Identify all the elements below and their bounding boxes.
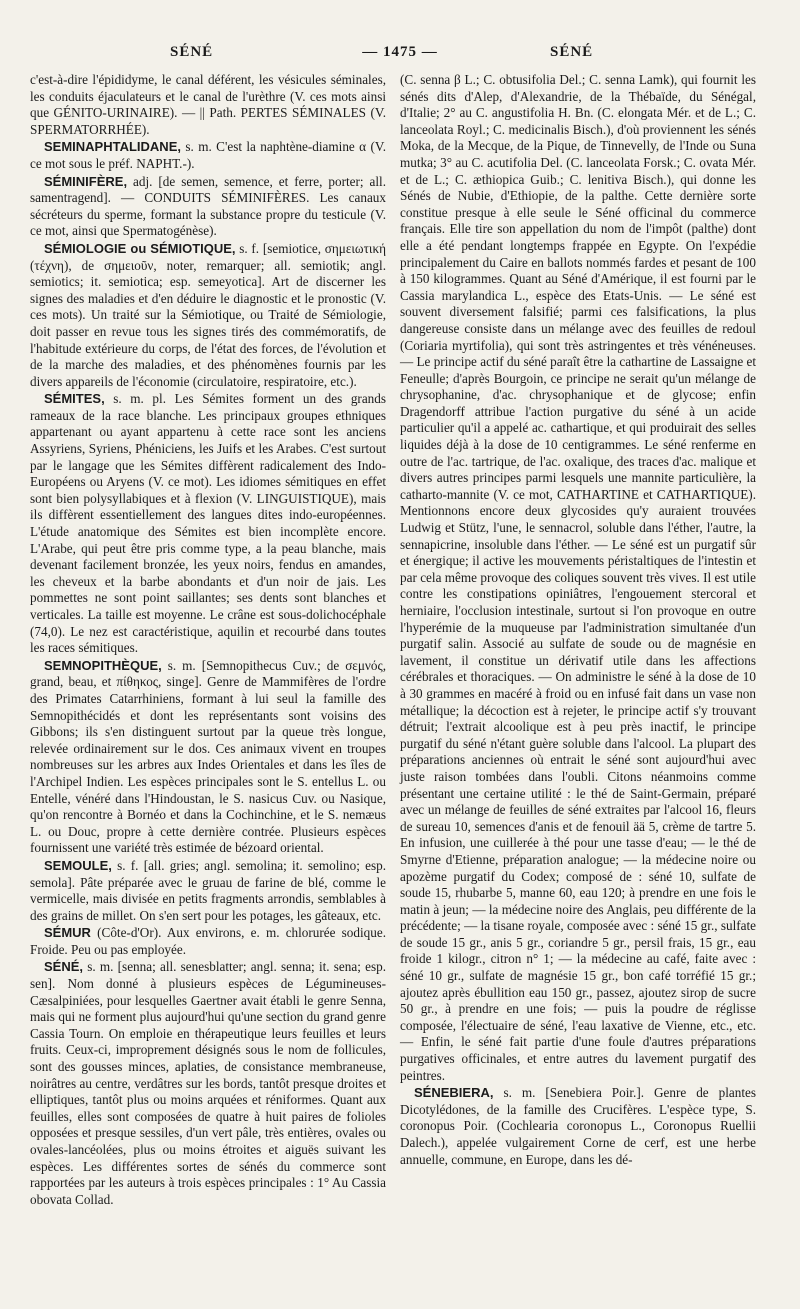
- entry-text: adj. [de semen, semence, et ferre, porter; all. samentragend]. — CONDUITS SÉMINIFÈRES. Les canaux sécréteurs du sperme, formant la substance propre du testicule (V. ce mot, ainsi que Spermatogénèse).: [30, 173, 386, 239]
- entry-seminifere: [30, 174, 386, 240]
- entry-text: s. f. [all. gries; angl. semolina; it. semolino; esp. semola]. Pâte préparée avec le gruau de farine de blé, comme le vermicelle, mais divisée en petits fragments arrondis, semblables à des grains de millet. On s'en sert pour les potages, les gâteaux, etc.: [30, 857, 386, 923]
- left-column: [30, 72, 386, 1209]
- entry-senebiera: [400, 1085, 756, 1168]
- entry-text: s. m. [senna; all. senesblatter; angl. senna; it. sena; esp. sen]. Nom donné à plusieurs espèces de Légumineuses-Cæsalpiniées, pour lesquelles Gaertner avait établi le genre Senna, mais qui ne forment plus aujourd'hui qu'une section du grand genre Cassia Tourn. On emploie en thérapeutique leurs feuilles et leurs fruits. Ceux-ci, improprement désignés sous le nom de follicules, sont des gousses minces, aplaties, de consistance membraneuse, noirâtres au centre, verdâtres sur les bords, tantôt presque droites et elliptiques, tantôt plus ou moins arquées et réniformes. Quant aux feuilles, elles sont composées de quatre à huit paires de folioles opposées et presque sessiles, d'un vert pâle, très entières, ovales ou ovales-lancéolées, plus ou moins étroites et aiguës suivant les espèces. Les différentes sortes de sénés du commerce sont rapportées par les auteurs à trois espèces principales : 1° Au Cassia obovata Collad.: [30, 959, 386, 1207]
- right-running-head: SÉNÉ: [550, 44, 594, 60]
- entry-headword: SÉMINIFÈRE,: [44, 173, 128, 189]
- entry-seminaphtalidane: [30, 139, 386, 172]
- entry-text: c'est-à-dire l'épididyme, le canal déférent, les vésicules séminales, les conduits éjaculateurs et le canal de l'urèthre (V. ces mots ainsi que GÉNITO-URINAIRE). — || Path. PERTES SÉMINALES (V. SPERMATORRHÉE).: [30, 72, 386, 137]
- entry-headword: SEMINAPHTALIDANE,: [44, 139, 181, 155]
- left-running-head: SÉNÉ: [170, 44, 214, 60]
- entry-semoule: [30, 858, 386, 924]
- entry-text: s. m. [Semnopithecus Cuv.; de σεμνός, grand, beau, et πίθηκος, singe]. Genre de Mammifères de l'ordre des Primates Catarrhiniens, formant à lui seul la famille des Semnopithécidés et dont les représentants sont voisins des Gibbons; ils s'en distinguent surtout par la queue très longue, relevée ordinairement sur le dos. Ces animaux vivent en troupes nombreuses sur les arbres aux Indes Orientales et dans les îles de l'Archipel Indien. Les espèces principales sont le S. entellus L. ou Entelle, vénéré dans l'Hindoustan, le S. nasicus Cuv. ou Nasique, qu'on rencontre à Bornéo et dans la Cochinchine, et le S. nemæus L. ou Douc, propre à cette dernière contrée. Plusieurs espèces fournissent une variété très estimée de bézoard oriental.: [30, 657, 386, 856]
- entry-headword: SÉMUR: [44, 925, 91, 941]
- entry-sene-continuation: [400, 72, 756, 1084]
- entry-continuation: [30, 72, 386, 138]
- entry-headword: SÉNEBIERA,: [414, 1085, 494, 1101]
- entry-text: s. m. pl. Les Sémites forment un des grands rameaux de la race blanche. Les principaux groupes ethniques appartenant ou ayant appartenu à cette race sont les anciens Assyriens, Syriens, Phéniciens, les Juifs et les Arabes. C'est surtout par le langage que les Sémites diffèrent radicalement des Indo-Européens ou Aryens (V. ce mot). Les idiomes sémitiques en effet sont bien polysyllabiques et à flexion (V. LINGUISTIQUE), mais ils diffèrent essentiellement des langues dites indo-européennes. L'étude anatomique des Sémites est bien incomplète encore. L'Arabe, qui peut être pris comme type, a la peau blanche, mais devenant facilement bronzée, les yeux noirs, fendus en amandes, les cheveux et la barbe abondants et d'un noir de jais. Les pommettes ne sont point saillantes; ses dents sont blanches et verticales. La taille est moyenne. Le crâne est sous-dolichocéphale (74,0). Le nez est caractéristique, aquilin et recourbé dans toutes les races sémitiques.: [30, 391, 386, 656]
- entry-semites: [30, 391, 386, 657]
- entry-text: s. f. [semiotice, σημειωτική (τέχνη), de σημειοῦν, noter, remarquer; all. semiotik; angl. semiotics; it. semiotica; esp. semeyotica]. Art de discerner les signes des maladies et d'en déduire le diagnostic et le pronostic (V. ces mots). Un traité sur la Sémiotique, ou Traité de Sémiologie, doit passer en revue tous les signes tirés des commémoratifs, de l'habitude extérieure du corps, de l'état des forces, de l'évolution et de la marche des maladies, et des phénomènes fournis par les divers appareils de l'économie (circulatoire, respiratoire, etc.).: [30, 240, 386, 389]
- entry-headword: SEMNOPITHÈQUE,: [44, 657, 162, 673]
- entry-text: (Côte-d'Or). Aux environs, e. m. chlorurée sodique. Froide. Peu ou pas employée.: [30, 925, 386, 957]
- page-number: — 1475 —: [362, 44, 438, 60]
- entry-sene: [30, 959, 386, 1208]
- entry-semiologie: [30, 241, 386, 390]
- entry-headword: SÉMITES,: [44, 391, 105, 407]
- right-column: [400, 72, 756, 1169]
- entry-headword: SEMOULE,: [44, 857, 112, 873]
- running-header: [0, 44, 800, 68]
- entry-semur: [30, 925, 386, 958]
- entry-text: s. m. [Senebiera Poir.]. Genre de plantes Dicotylédones, de la famille des Crucifères. L'espèce type, S. coronopus Poir. (Cochlearia coronopus L., Coronopus Ruellii Dalech.), appelée vulgairement Corne de cerf, est une herbe annuelle, commune, en Europe, dans les dé-: [400, 1085, 756, 1167]
- entry-text: s. m. C'est la naphtène-diamine α (V. ce mot sous le préf. NAPHT.-).: [30, 139, 386, 171]
- entry-headword: SÉMIOLOGIE ou SÉMIOTIQUE,: [44, 240, 236, 256]
- entry-semnopitheque: [30, 658, 386, 857]
- entry-text: (C. senna β L.; C. obtusifolia Del.; C. senna Lamk), qui fournit les sénés dits d'Alep, d'Alexandrie, de la Thébaïde, du Sénégal, d'Italie; 2° au C. angustifolia H. Bn. (C. elongata Mér. et de L.; C. lanceolata Royl.; C. medicinalis Bisch.), d'où proviennent les sénés Moka, de la Mecque, de la Pique, de Tinnevelly, de l'Inde ou Suna mutka; 3° au C. acutifolia Del. (C. lanceolata Forsk.; C. ovata Mér. et de L.; C. æthiopica Guib.; C. lenitiva Bisch.), qui donne les Sénés de Nubie, d'Ethiopie, de la palthe. Cette dernière sorte constitue presque à elle seule le Séné officinal du commerce français. Elle tire son appellation du nom de l'impôt (palthe) dont elle a été pendant longtemps frappée en Egypte. On l'expédie principalement du Caire en ballots nommés fardes et pesant de 100 à 150 kilogrammes. Quant au Séné d'Amérique, il est fourni par le Cassia marylandica L., espèce des Etats-Unis. — Le séné est souvent diversement falsifié; parmi ces falsifications, la plus dangereuse consiste dans un mélange avec des feuilles de redoul (Coriaria myrtifolia), qui sont très astringentes et très vénéneuses. — Le principe actif du séné paraît être la cathartine de Lassaigne et Feneulle; d'après Bourgoin, ce principe ne serait qu'un mélange de chrysophanine, d'ac. chrysophanique et de glycose; enfin Dragendorff attribue l'action purgative du séné à un acide particulier qu'il a appelé ac. cathartique, et qui produirait des selles liquides déjà à la dose de 10 centigrammes. Le séné renferme en outre de l'ac. tartrique, de l'ac. oxalique, des traces d'ac. malique et divers autres principes parmi lesquels une mannite particulière, la catharto-mannite (V. ce mot, CATHARTINE et CATHARTIQUE). Mentionnons encore deux glycosides qu'y auraient trouvées Ludwig et Stütz, l'une, le sennacrol, soluble dans l'éther, l'autre, la sennapicrine, insoluble dans l'éther. — Le séné est un purgatif sûr et énergique; il active les mouvements péristaltiques de l'intestin et par cela même provoque des coliques souvent très vives. Il est utile contre les constipations opiniâtres, l'engouement stercoral et herniaire, l'occlusion intestinale, surtout si l'on provoque en outre l'hyperémie de la muqueuse par l'administration simultanée d'un purgatif salin. Associé au sulfate de soude ou de magnésie en lavement, il constitue un dérivatif utile dans les affections cérébrales et thoraciques. — On administre le séné à la dose de 10 à 30 grammes en macéré à froid ou en infusé fait dans un vase non métallique; la décoction est à rejeter, le principe actif s'y trouvant détruit; l'extrait alcoolique est à peu près inactif, le principe purgatif du séné n'étant guère soluble dans l'alcool. La plupart des préparations anciennes où entrait le séné sont aujourd'hui avec juste raison tombées dans l'oubli. Citons néanmoins comme présentant une certaine utilité : le thé de Saint-Germain, préparé avec un mélange de feuilles de séné extraites par l'alcool 16, fleurs de sureau 10, semences d'anis et de fenouil ää 5, crème de tartre 5. En infusion, une cuillerée à thé pour une tasse d'eau; — le thé de Smyrne d'Etienne, préparation analogue; — la médecine noire ou apozème purgatif du Codex; composé de : séné 10, sulfate de soude 15, rhubarbe 5, manne 60, eau 120; à prendre en une fois le matin à jeun; — la médecine noire des Anglais, peu différente de la précédente; — la tisane royale, composée avec : séné 15 gr., sulfate de soude 15 gr., anis 5 gr., coriandre 5 gr., persil frais, 15 gr., eau froide 1 kilogr., citron n° 1; — la médecine au café, faite avec : séné 10 gr., sulfate de magnésie 15 gr., bon café torréfié 15 gr.; ajoutez après ébullition eau 150 gr., passez, ajoutez sirop de sucre 50 gr., à prendre en une fois; — puis la poudre de réglisse composée, l'électuaire de séné, l'eau laxative de Vienne, etc., etc. — Enfin, le séné fait partie d'une foule d'autres préparations purgatives officinales, et entre autres du lavement purgatif des peintres.: [400, 72, 756, 1083]
- entry-headword: SÉNÉ,: [44, 959, 84, 975]
